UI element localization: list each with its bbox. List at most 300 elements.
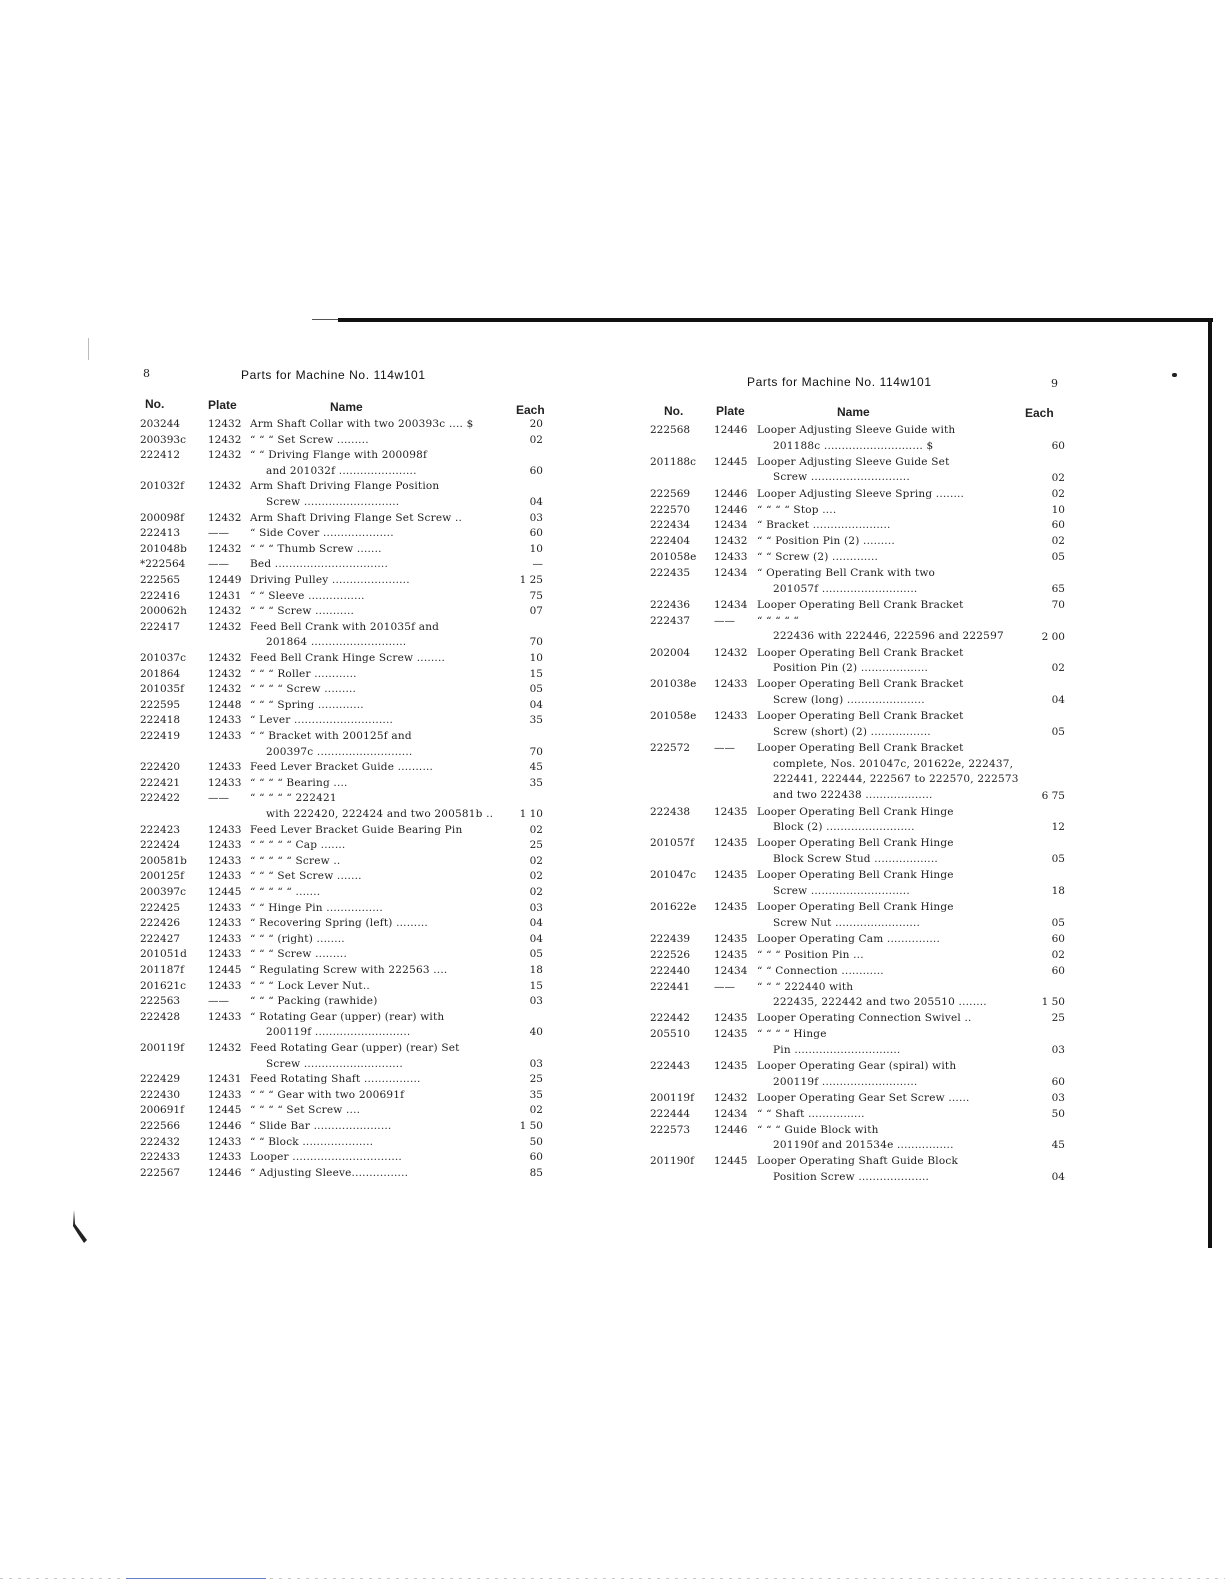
part-number: 222412 [140,449,181,462]
part-name [250,1135,506,1151]
part-name [757,598,1019,614]
part-name [757,709,1019,740]
part-name-line: “ Adjusting Sleeve................ [250,1166,409,1179]
plate-number: 12433 [208,1151,242,1164]
part-number: 222563 [140,995,181,1008]
unit-price: 03 [529,1057,543,1070]
part-name-line: “ “ “ (right) ........ [250,932,345,945]
unit-price: 60 [529,527,543,540]
plate-number: —— [208,995,229,1008]
part-number: 222444 [650,1107,691,1120]
plate-number: 12433 [714,710,748,723]
part-name-line: “ “ Driving Flange with 200098f [250,449,428,462]
unit-price: 02 [1051,535,1065,548]
unit-price: 75 [529,589,543,602]
part-name-line: 222435, 222442 and two 205510 ........ [773,996,987,1008]
part-name [757,550,1019,566]
part-name-line: Arm Shaft Driving Flange Set Screw .. [250,511,463,524]
plate-number: 12434 [714,1107,748,1120]
part-number: 201048b [140,542,187,555]
part-number: 201058e [650,710,697,723]
part-name [757,932,1019,948]
unit-price: 02 [529,854,543,867]
plate-number: 12435 [714,932,748,945]
part-number: 222439 [650,932,691,945]
part-name-line: Looper Operating Bell Crank Bracket [757,646,964,659]
unit-price: 18 [529,964,543,976]
plate-number: 12432 [208,511,242,524]
part-number: 222573 [650,1123,691,1136]
part-name-line: “ Recovering Spring (left) ......... [250,917,428,930]
part-number: 201035f [140,683,184,696]
plate-number: 12433 [208,901,242,914]
plate-number: 12435 [714,869,748,882]
part-number: 200119f [650,1091,694,1104]
unit-price: 60 [529,1151,543,1164]
part-number: 201032f [140,480,184,493]
part-name [250,916,506,932]
plate-number: —— [208,558,229,571]
part-name-line: “ Operating Bell Crank with two [757,567,936,580]
page-number: 8 [143,367,150,380]
part-name [757,1107,1019,1123]
part-number: 200393c [140,433,186,446]
part-name-line: “ “ “ Set Screw ......... [250,433,369,446]
part-name [757,487,1019,503]
part-name-line: Looper Adjusting Sleeve Spring ........ [757,487,965,500]
part-name [757,423,1019,454]
plate-number: 12448 [208,698,242,711]
plate-number: 12434 [714,964,748,977]
part-name-line: Block Screw Stud .................. [773,852,938,865]
part-name-line: “ “ “ “ Screw ......... [250,683,357,696]
plate-number: 12449 [208,574,242,586]
part-name-line: “ “ “ Screw ........... [250,605,355,618]
unit-price: 60 [1051,932,1065,945]
part-number: 201187f [140,964,184,976]
part-name-line: “ “ Connection ............ [757,964,884,977]
part-name [250,682,506,698]
part-name-line: Looper Operating Bell Crank Bracket [757,598,964,611]
part-name [250,667,506,683]
unit-price: 02 [529,1104,543,1117]
part-name-line: Feed Rotating Shaft ................ [250,1073,421,1086]
part-name [250,698,506,714]
part-name-line: Block (2) ......................... [773,821,915,834]
plate-number: 12446 [714,503,748,516]
part-name-line: Driving Pulley ...................... [250,574,410,586]
unit-price: 35 [529,1088,543,1101]
plate-number: 12432 [208,1042,242,1054]
part-name-line: Bed ................................ [250,558,388,571]
part-name-line: “ “ “ Spring ............. [250,698,364,711]
part-name [250,1088,506,1104]
plate-number: 12433 [208,1135,242,1148]
page-number: 9 [1051,377,1058,390]
part-name [250,776,506,792]
part-name [250,838,506,854]
part-number: 222435 [650,567,691,580]
part-name [250,1119,506,1135]
plate-number: 12432 [208,449,242,462]
part-number: 222419 [140,730,181,742]
part-name [250,526,506,542]
plate-number: 12446 [714,1123,748,1136]
plate-number: 12433 [208,839,242,852]
scan-dot-mark [1172,373,1177,377]
part-number: 200691f [140,1104,184,1117]
part-number: 201188c [650,455,696,468]
plate-number: —— [208,792,229,805]
plate-number: 12433 [208,823,242,836]
part-number: 222567 [140,1166,181,1179]
unit-price: 07 [529,605,543,618]
plate-number: —— [714,742,735,754]
part-name [757,836,1019,867]
part-name [250,433,506,449]
unit-price: 15 [529,979,543,992]
part-name [757,566,1019,597]
running-head: Parts for Machine No. 114w101 [241,368,426,382]
part-name-line: Looper Operating Bell Crank Hinge [757,901,954,913]
plate-number: 12433 [208,917,242,930]
part-number: 222434 [650,519,691,532]
unit-price: 04 [529,917,543,930]
part-name-line: “ Lever ............................ [250,714,394,727]
part-name-line: 201188c ............................ $ [773,439,934,452]
part-name [250,791,506,822]
part-name [757,964,1019,980]
part-name [250,869,506,885]
part-name-line: Looper ............................... [250,1151,402,1164]
part-name [250,1041,506,1072]
unit-price: — [532,558,543,571]
plate-number: 12434 [714,567,748,580]
part-name [757,614,1019,645]
part-name-line: “ “ Screw (2) ............. [757,551,879,564]
part-name [757,1011,1019,1027]
part-number: 200397c [140,886,186,898]
part-number: 222433 [140,1151,181,1164]
part-name-line: “ “ “ “ Bearing .... [250,776,348,789]
unit-price: 02 [529,886,543,898]
part-name [250,573,506,589]
part-name-line: “ “ “ Screw ......... [250,948,347,961]
part-name [250,854,506,870]
plate-number: 12433 [208,730,242,742]
unit-price: 50 [529,1135,543,1148]
running-head: Parts for Machine No. 114w101 [747,375,932,389]
part-name [250,994,506,1010]
part-name-line: 200119f ........................... [773,1075,918,1088]
part-number: 201047c [650,869,696,882]
part-name [250,1072,506,1088]
part-name-line: Arm Shaft Collar with two 200393c .... $ [250,418,474,430]
unit-price: 85 [529,1166,543,1179]
unit-price: 65 [1051,582,1065,595]
part-name-line: Looper Operating Gear Set Screw ...... [757,1091,970,1104]
unit-price: 04 [1051,1171,1065,1184]
plate-number: —— [714,980,735,993]
plate-number: 12434 [714,519,748,532]
unit-price: 05 [529,683,543,696]
plate-number: 12431 [208,1073,242,1086]
part-name-line: 222436 with 222446, 222596 and 222597 [773,630,1004,643]
part-name-line: Position Screw .................... [773,1170,930,1183]
plate-number: —— [208,527,229,540]
part-name [757,1027,1019,1058]
part-name-line: Feed Rotating Gear (upper) (rear) Set [250,1042,460,1054]
plate-number: 12445 [714,455,748,468]
unit-price: 15 [529,667,543,680]
plate-number: 12433 [714,678,748,691]
column-header-each: Each [1025,406,1054,420]
plate-number: 12433 [208,948,242,961]
plate-number: 12432 [208,605,242,618]
plate-number: 12435 [714,1012,748,1025]
part-name [250,1103,506,1119]
plate-number: —— [714,614,735,627]
part-name [250,604,506,620]
plate-number: 12432 [714,646,748,659]
part-number: 222565 [140,574,181,586]
part-name [757,677,1019,708]
unit-price: 10 [529,652,543,664]
part-name-line: “ “ “ Guide Block with [757,1123,879,1136]
part-name [250,589,506,605]
part-name-line: 200119f ........................... [266,1026,411,1039]
part-name-line: “ Side Cover .................... [250,527,394,540]
part-number: 222418 [140,714,181,727]
unit-price: 05 [1051,726,1065,739]
part-number: 201864 [140,667,181,680]
part-number: 222443 [650,1060,691,1072]
part-name-line: Looper Operating Bell Crank Hinge [757,805,954,818]
plate-number: 12433 [208,870,242,883]
part-number: 222430 [140,1088,181,1101]
unit-price: 35 [529,714,543,727]
part-number: 222417 [140,620,181,633]
unit-price: 70 [529,636,543,649]
scan-edge-line [312,319,340,320]
part-name-line: “ “ “ “ Stop .... [757,503,837,516]
part-name-line: “ “ Sleeve ................ [250,589,365,602]
plate-number: 12432 [208,683,242,696]
part-number: 200119f [140,1042,184,1054]
part-number: 222427 [140,932,181,945]
unit-price: 10 [1051,503,1065,516]
unit-price: 05 [1051,853,1065,866]
unit-price: 03 [1051,1044,1065,1057]
plate-number: 12435 [714,948,748,961]
part-number: 222421 [140,776,181,789]
part-name [757,503,1019,519]
plate-number: 12432 [208,620,242,633]
part-number: 222413 [140,527,181,540]
column-header-each: Each [516,403,545,417]
plate-number: 12432 [208,652,242,664]
part-name-line: “ “ “ 222440 with [757,980,854,993]
plate-number: 12435 [714,805,748,818]
part-name-line: “ “ “ Set Screw ....... [250,870,362,883]
unit-price: 45 [1051,1139,1065,1152]
part-name [757,518,1019,534]
part-name [757,455,1019,486]
part-number: 222436 [650,598,691,611]
part-name-line: “ “ Block .................... [250,1135,374,1148]
column-header-no: No. [664,404,684,418]
part-name-line: 201057f ........................... [773,582,918,595]
part-name [250,713,506,729]
part-name [250,511,506,527]
plate-number: 12435 [714,1060,748,1072]
part-name-line: 222441, 222444, 222567 to 222570, 222573 [773,773,1019,785]
plate-number: 12445 [714,1155,748,1168]
unit-price: 10 [529,542,543,555]
part-name-line: Looper Operating Connection Swivel .. [757,1012,972,1025]
part-name [250,823,506,839]
part-number: 201058e [650,551,697,564]
part-number: 222568 [650,424,691,436]
part-name-line: 201864 ........................... [266,636,407,649]
part-name-line: 200397c ........................... [266,745,413,758]
column-header-no: No. [145,397,165,411]
part-number: 201051d [140,948,187,961]
part-number: 200581b [140,854,187,867]
unit-price: 35 [529,776,543,789]
part-name [250,1150,506,1166]
part-name-line: “ “ “ Lock Lever Nut.. [250,979,370,992]
part-name-line: Feed Bell Crank with 201035f and [250,620,440,633]
part-name-line: “ “ “ “ “ 222421 [250,792,337,805]
part-name-line: Position Pin (2) ................... [773,662,929,675]
unit-price: 04 [529,495,543,508]
unit-price: 60 [1051,519,1065,532]
part-name [757,980,1019,1011]
part-name [250,947,506,963]
part-name [757,868,1019,899]
part-name [757,646,1019,677]
plate-number: 12446 [714,424,748,436]
plate-number: 12432 [208,433,242,446]
unit-price: 1 10 [519,807,543,820]
plate-number: 12445 [208,886,242,898]
part-number: 201190f [650,1155,694,1168]
part-name-line: “ “ Hinge Pin ................ [250,901,383,914]
scan-top-border [338,318,1213,322]
unit-price: 02 [1051,662,1065,675]
part-name [250,479,506,510]
part-number: 205510 [650,1028,691,1041]
part-name-line: “ “ “ “ “ Cap ....... [250,839,346,852]
unit-price: 02 [529,870,543,883]
part-name-line: Pin .............................. [773,1043,901,1056]
part-number: 222424 [140,839,181,852]
plate-number: 12446 [208,1120,242,1132]
part-name-line: Looper Operating Bell Crank Hinge [757,837,954,850]
part-number: 200062h [140,605,187,618]
plate-number: 12432 [208,542,242,555]
part-name [757,1091,1019,1107]
unit-price: 04 [529,698,543,711]
part-name-line: “ Slide Bar ...................... [250,1120,392,1132]
unit-price: 6 75 [1041,789,1065,802]
part-name-line: Screw ............................ [266,1057,403,1070]
unit-price: 05 [529,948,543,961]
plate-number: 12445 [208,1104,242,1117]
unit-price: 20 [529,418,543,430]
plate-number: 12432 [208,667,242,680]
part-number: 222420 [140,761,181,774]
unit-price: 70 [1051,598,1065,611]
part-name-line: Feed Bell Crank Hinge Screw ........ [250,652,446,664]
part-name-line: Feed Lever Bracket Guide .......... [250,761,434,774]
part-number: 201057f [650,837,694,850]
plate-number: 12431 [208,589,242,602]
plate-number: 12446 [208,1166,242,1179]
column-header-name: Name [837,405,870,419]
part-number: 201622e [650,901,697,913]
part-number: 222569 [650,487,691,500]
part-name [250,760,506,776]
part-name-line: 201190f and 201534e ................ [773,1139,954,1152]
part-name [250,417,506,433]
part-name-line: “ “ “ Thumb Screw ....... [250,542,382,555]
scan-corner-mark [72,1210,88,1244]
part-name-line: “ “ “ Gear with two 200691f [250,1088,405,1101]
part-number: 222425 [140,901,181,914]
part-name-line: Feed Lever Bracket Guide Bearing Pin [250,823,463,836]
plate-number: 12435 [714,837,748,850]
part-name [757,900,1019,931]
part-name-line: Looper Operating Bell Crank Bracket [757,678,964,691]
part-number: 201037c [140,652,186,664]
part-number: 222441 [650,980,691,993]
part-name-line: “ Rotating Gear (upper) (rear) with [250,1010,445,1023]
part-name-line: “ “ “ “ “ ....... [250,886,321,898]
part-name-line: Looper Adjusting Sleeve Guide Set [757,455,950,468]
part-name-line: complete, Nos. 201047c, 201622e, 222437, [773,757,1014,770]
part-name-line: Looper Operating Bell Crank Bracket [757,742,964,754]
part-name-line: Screw ............................ [773,471,910,484]
part-name [250,901,506,917]
unit-price: 60 [529,464,543,477]
column-header-plate: Plate [716,404,745,418]
plate-number: 12433 [208,1088,242,1101]
part-name [757,1059,1019,1090]
part-name-line: “ “ “ “ Hinge [757,1028,827,1041]
part-number: 203244 [140,418,181,430]
part-name [757,1154,1019,1185]
plate-number: 12432 [714,1091,748,1104]
unit-price: 05 [1051,551,1065,564]
part-name [757,805,1019,836]
unit-price: 45 [529,761,543,774]
plate-number: 12432 [208,418,242,430]
part-name-line: “ “ “ “ Set Screw .... [250,1104,361,1117]
unit-price: 1 50 [519,1120,543,1132]
column-header-plate: Plate [208,398,237,412]
unit-price: 02 [1051,487,1065,500]
part-name-line: “ “ “ Roller ............ [250,667,357,680]
unit-price: 60 [1051,439,1065,452]
unit-price: 02 [1051,471,1065,484]
part-number: *222564 [140,558,186,571]
scan-bottom-line [126,1578,266,1579]
part-number: 222423 [140,823,181,836]
unit-price: 70 [529,745,543,758]
plate-number: 12433 [208,761,242,774]
